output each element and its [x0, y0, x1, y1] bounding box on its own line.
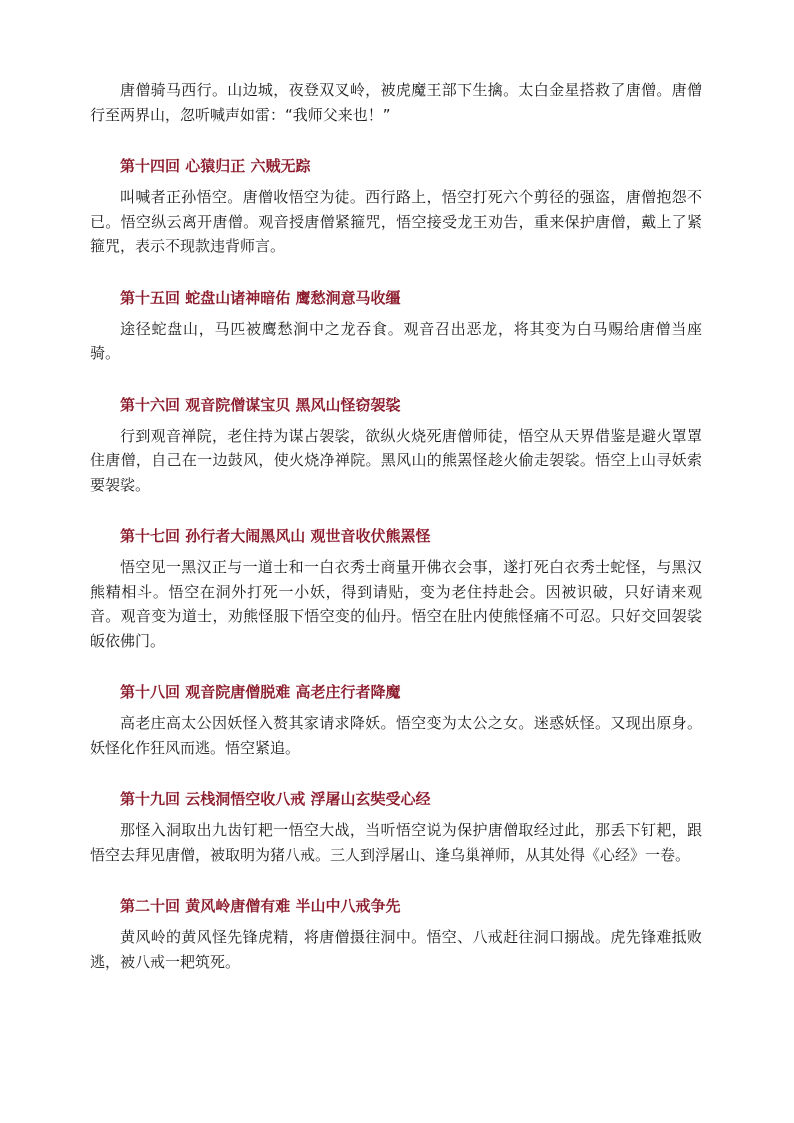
chapter-title: 第十七回 孙行者大闹黑风山 观世音收伏熊罴怪 — [120, 527, 431, 545]
chapter-body: 高老庄高太公因妖怪入赘其家请求降妖。悟空变为太公之女。迷惑妖怪。又现出原身。妖怪化作狂风而逃。悟空紧追。 — [90, 714, 702, 757]
chapter-title: 第十九回 云栈洞悟空收八戒 浮屠山玄奘受心经 — [120, 790, 431, 808]
chapter-20 — [90, 895, 702, 974]
chapter-body: 途径蛇盘山，马匹被鹰愁涧中之龙吞食。观音召出恶龙，将其变为白马赐给唐僧当座骑。 — [90, 319, 702, 362]
chapter-body: 行到观音禅院，老住持为谋占袈裟，欲纵火烧死唐僧师徒，悟空从天界借鉴是避火罩罩住唐僧，自己在一边鼓风，使火烧净禅院。黑风山的熊罴怪趁火偷走袈裟。悟空上山寻妖索要袈裟。 — [90, 426, 702, 494]
chapter-body: 黄风岭的黄风怪先锋虎精，将唐僧摄往洞中。悟空、八戒赶往洞口搦战。虎先锋难抵败逃，被八戒一耙筑死。 — [90, 928, 702, 971]
chapter-title: 第二十回 黄风岭唐僧有难 半山中八戒争先 — [120, 897, 401, 915]
chapter-14 — [90, 155, 702, 259]
chapter-17 — [90, 525, 702, 653]
chapter-18 — [90, 681, 702, 760]
chapter-15 — [90, 287, 702, 366]
document-page — [90, 78, 702, 974]
chapter-16 — [90, 394, 702, 498]
chapter-title: 第十八回 观音院唐僧脱难 高老庄行者降魔 — [120, 683, 401, 701]
intro-paragraph: 唐僧骑马西行。山边城，夜登双叉岭，被虎魔王部下生擒。太白金星搭救了唐僧。唐僧行至两界山，忽听喊声如雷：“我师父来也！” — [90, 81, 702, 124]
chapter-title: 第十五回 蛇盘山诸神暗佑 鹰愁涧意马收缰 — [120, 288, 401, 307]
chapter-title: 第十六回 观音院僧谋宝贝 黑风山怪窃袈裟 — [120, 395, 401, 414]
chapter-19 — [90, 788, 702, 867]
chapter-body: 那怪入洞取出九齿钉耙一悟空大战，当听悟空说为保护唐僧取经过此，那丢下钉耙，跟悟空去拜见唐僧，被取明为猪八戒。三人到浮屠山、逢乌巢禅师，从其处得《心经》一卷。 — [90, 821, 702, 864]
chapter-body: 叫喊者正孙悟空。唐僧收悟空为徒。西行路上，悟空打死六个剪径的强盗，唐僧抱怨不已。悟空纵云离开唐僧。观音授唐僧紧箍咒，悟空接受龙王劝告，重来保护唐僧，戴上了紧箍咒，表示不现款违背师言。 — [90, 188, 702, 255]
chapter-title: 第十四回 心猿归正 六贼无踪 — [120, 157, 311, 175]
chapter-body: 悟空见一黑汉正与一道士和一白衣秀士商量开佛衣会事，遂打死白衣秀士蛇怪，与黑汉熊精相斗。悟空在洞外打死一小妖，得到请贴，变为老住持赴会。因被识破，只好请来观音。观音变为道士，劝熊怪服下悟空变的仙丹。悟空在肚内使熊怪痛不可忍。只好交回袈裟皈依佛门。 — [90, 558, 702, 650]
